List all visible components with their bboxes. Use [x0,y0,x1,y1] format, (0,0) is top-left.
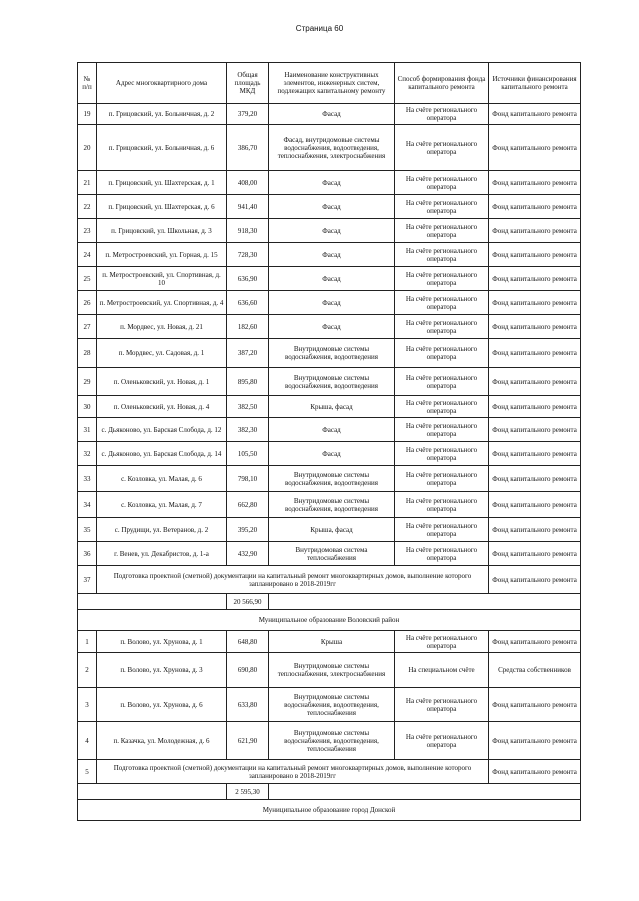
table-row [78,442,581,466]
row-address: п. Грицовский, ул. Школьная, д. 3 [97,219,227,243]
row-address: с. Козловка, ул. Малая, д. 6 [97,466,227,492]
row-elements: Фасад [269,219,395,243]
row-source: Фонд капитального ремонта [489,125,581,171]
row-number: 25 [78,267,97,291]
row-source: Фонд капитального ремонта [489,542,581,566]
row-elements: Фасад [269,418,395,442]
row-number: 22 [78,195,97,219]
table-row [78,267,581,291]
row-source: Фонд капитального ремонта [489,291,581,315]
row-method: На счёте регионального оператора [395,688,489,722]
row-source: Фонд капитального ремонта [489,760,581,784]
row-elements: Фасад [269,171,395,195]
row-area: 395,20 [227,518,269,542]
row-number: 1 [78,631,97,653]
row-elements: Крыша [269,631,395,653]
row-area: 382,30 [227,418,269,442]
row-source: Фонд капитального ремонта [489,219,581,243]
section-heading-row [78,610,581,631]
row-source: Фонд капитального ремонта [489,566,581,594]
row-method: На специальном счёте [395,653,489,688]
row-note-text: Подготовка проектной (сметной) документации на капитальный ремонт многоквартирных домов, выполнение которого запланировано в 2018-2019гг [97,566,489,594]
table-row [78,722,581,760]
row-address: п. Оленьковский, ул. Новая, д. 4 [97,396,227,418]
row-area: 636,90 [227,267,269,291]
row-number: 28 [78,339,97,368]
row-address: п. Метростроевский, ул. Горная, д. 15 [97,243,227,267]
row-method: На счёте регионального оператора [395,219,489,243]
row-address: с. Козловка, ул. Малая, д. 7 [97,492,227,518]
row-elements: Внутридомовые системы водоснабжения, водоотведения [269,339,395,368]
row-method: На счёте регионального оператора [395,368,489,396]
row-elements: Внутридомовые системы теплоснабжения, электроснабжения [269,653,395,688]
table-row [78,104,581,125]
row-source: Средства собственников [489,653,581,688]
total-spacer [269,594,581,610]
row-number: 23 [78,219,97,243]
row-area: 621,90 [227,722,269,760]
row-area: 387,20 [227,339,269,368]
row-area: 633,80 [227,688,269,722]
total-spacer [78,594,227,610]
row-area: 941,40 [227,195,269,219]
row-method: На счёте регионального оператора [395,315,489,339]
row-elements: Внутридомовые системы водоснабжения, водоотведения [269,466,395,492]
table-row [78,653,581,688]
table-row [78,243,581,267]
row-elements: Крыша, фасад [269,396,395,418]
total-row [78,784,581,800]
row-number: 31 [78,418,97,442]
row-address: п. Волово, ул. Хрунова, д. 6 [97,688,227,722]
row-number: 19 [78,104,97,125]
row-number: 20 [78,125,97,171]
row-elements: Внутридомовые системы водоснабжения, водоотведения, теплоснабжения [269,722,395,760]
row-number: 27 [78,315,97,339]
row-area: 105,50 [227,442,269,466]
row-area: 728,30 [227,243,269,267]
design-documentation-row [78,566,581,594]
table-row [78,492,581,518]
row-method: На счёте регионального оператора [395,466,489,492]
table-row [78,542,581,566]
row-method: На счёте регионального оператора [395,631,489,653]
row-area: 379,20 [227,104,269,125]
page-number-label: Страница 60 [295,24,344,33]
row-number: 3 [78,688,97,722]
row-method: На счёте регионального оператора [395,492,489,518]
row-elements: Фасад [269,195,395,219]
row-method: На счёте регионального оператора [395,243,489,267]
row-source: Фонд капитального ремонта [489,518,581,542]
row-elements: Внутридомовая система теплоснабжения [269,542,395,566]
total-area: 2 595,30 [227,784,269,800]
section-heading-row [78,800,581,821]
row-source: Фонд капитального ремонта [489,267,581,291]
row-area: 895,80 [227,368,269,396]
row-elements: Фасад [269,243,395,267]
row-number: 33 [78,466,97,492]
row-number: 34 [78,492,97,518]
table-body [78,104,581,821]
row-source: Фонд капитального ремонта [489,243,581,267]
row-number: 36 [78,542,97,566]
row-number: 35 [78,518,97,542]
row-number: 21 [78,171,97,195]
header-num: № п/п [78,63,97,104]
row-area: 648,80 [227,631,269,653]
table-row [78,195,581,219]
row-source: Фонд капитального ремонта [489,339,581,368]
row-source: Фонд капитального ремонта [489,418,581,442]
row-address: п. Грицовский, ул. Больничная, д. 2 [97,104,227,125]
row-address: п. Мордвес, ул. Садовая, д. 1 [97,339,227,368]
table-header-row [78,63,581,104]
row-area: 636,60 [227,291,269,315]
row-source: Фонд капитального ремонта [489,368,581,396]
row-address: с. Прудищи, ул. Ветеранов, д. 2 [97,518,227,542]
row-area: 798,10 [227,466,269,492]
row-elements: Крыша, фасад [269,518,395,542]
row-elements: Фасад, внутридомовые системы водоснабжения, водоотведения, теплоснабжения, электроснабжения [269,125,395,171]
table-row [78,396,581,418]
total-spacer [269,784,581,800]
table-row [78,518,581,542]
row-elements: Фасад [269,291,395,315]
table-row [78,418,581,442]
row-method: На счёте регионального оператора [395,291,489,315]
table-row [78,219,581,243]
row-area: 432,90 [227,542,269,566]
row-area: 690,80 [227,653,269,688]
row-number: 26 [78,291,97,315]
row-source: Фонд капитального ремонта [489,722,581,760]
section-heading: Муниципальное образование Воловский район [78,610,581,631]
row-source: Фонд капитального ремонта [489,466,581,492]
table-row [78,291,581,315]
header-address: Адрес многоквартирного дома [97,63,227,104]
table-row [78,339,581,368]
table-row [78,368,581,396]
capital-repair-table [77,62,581,821]
row-elements: Внутридомовые системы водоснабжения, водоотведения, теплоснабжения [269,688,395,722]
row-source: Фонд капитального ремонта [489,104,581,125]
total-spacer [78,784,227,800]
row-method: На счёте регионального оператора [395,339,489,368]
row-address: г. Венев, ул. Декабристов, д. 1-а [97,542,227,566]
table-row [78,688,581,722]
row-address: п. Грицовский, ул. Шахтерская, д. 1 [97,171,227,195]
row-method: На счёте регионального оператора [395,195,489,219]
row-note-text: Подготовка проектной (сметной) документации на капитальный ремонт многоквартирных домов, выполнение которого запланировано в 2018-2019гг [97,760,489,784]
row-method: На счёте регионального оператора [395,171,489,195]
row-address: п. Оленьковский, ул. Новая, д. 1 [97,368,227,396]
row-address: с. Дьяконово, ул. Барская Слобода, д. 14 [97,442,227,466]
row-source: Фонд капитального ремонта [489,315,581,339]
row-method: На счёте регионального оператора [395,267,489,291]
row-method: На счёте регионального оператора [395,542,489,566]
row-method: На счёте регионального оператора [395,442,489,466]
row-method: На счёте регионального оператора [395,518,489,542]
row-area: 662,80 [227,492,269,518]
row-elements: Фасад [269,104,395,125]
table-row [78,631,581,653]
row-method: На счёте регионального оператора [395,418,489,442]
table-row [78,171,581,195]
header-area: Общая площадь МКД [227,63,269,104]
header-elements: Наименование конструктивных элементов, инженерных систем, подлежащих капитальному ремонту [269,63,395,104]
row-source: Фонд капитального ремонта [489,442,581,466]
row-number: 24 [78,243,97,267]
design-documentation-row [78,760,581,784]
row-method: На счёте регионального оператора [395,125,489,171]
row-address: п. Казачка, ул. Молодежная, д. 6 [97,722,227,760]
row-area: 408,00 [227,171,269,195]
row-source: Фонд капитального ремонта [489,688,581,722]
table-row [78,466,581,492]
row-method: На счёте регионального оператора [395,396,489,418]
row-area: 182,60 [227,315,269,339]
row-source: Фонд капитального ремонта [489,195,581,219]
row-source: Фонд капитального ремонта [489,396,581,418]
row-source: Фонд капитального ремонта [489,492,581,518]
row-address: п. Волово, ул. Хрунова, д. 1 [97,631,227,653]
row-source: Фонд капитального ремонта [489,631,581,653]
total-row [78,594,581,610]
row-address: п. Метростроевский, ул. Спортивная, д. 4 [97,291,227,315]
row-number: 30 [78,396,97,418]
row-elements: Фасад [269,267,395,291]
row-number: 29 [78,368,97,396]
row-area: 386,70 [227,125,269,171]
row-address: п. Грицовский, ул. Шахтерская, д. 6 [97,195,227,219]
header-method: Способ формирования фонда капитального ремонта [395,63,489,104]
row-elements: Фасад [269,442,395,466]
section-heading: Муниципальное образование город Донской [78,800,581,821]
row-area: 918,30 [227,219,269,243]
row-number: 5 [78,760,97,784]
row-address: с. Дьяконово, ул. Барская Слобода, д. 12 [97,418,227,442]
row-source: Фонд капитального ремонта [489,171,581,195]
row-method: На счёте регионального оператора [395,104,489,125]
row-elements: Внутридомовые системы водоснабжения, водоотведения [269,492,395,518]
row-elements: Внутридомовые системы водоснабжения, водоотведения [269,368,395,396]
row-number: 37 [78,566,97,594]
header-source: Источники финансирования капитального ремонта [489,63,581,104]
row-number: 32 [78,442,97,466]
row-address: п. Мордвес, ул. Новая, д. 21 [97,315,227,339]
row-address: п. Волово, ул. Хрунова, д. 3 [97,653,227,688]
row-number: 2 [78,653,97,688]
row-elements: Фасад [269,315,395,339]
table-row [78,315,581,339]
table-row [78,125,581,171]
total-area: 20 566,90 [227,594,269,610]
row-number: 4 [78,722,97,760]
row-area: 382,50 [227,396,269,418]
row-address: п. Грицовский, ул. Больничная, д. 6 [97,125,227,171]
row-method: На счёте регионального оператора [395,722,489,760]
row-address: п. Метростроевский, ул. Спортивная, д. 10 [97,267,227,291]
